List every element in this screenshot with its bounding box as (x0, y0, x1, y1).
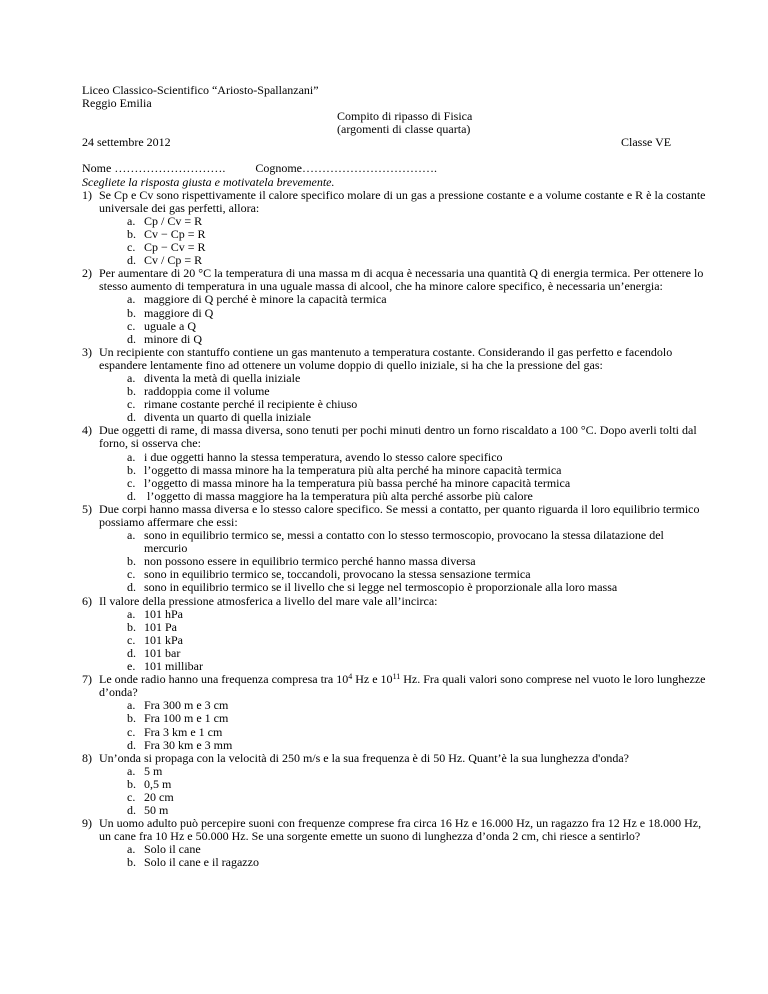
option (127, 305, 710, 320)
option-text: uguale a Q (144, 318, 196, 333)
option-text: Solo il cane e il ragazzo (144, 855, 259, 870)
option (127, 789, 710, 804)
option-text: raddoppia come il volume (144, 384, 270, 399)
question-number: 8) (82, 750, 92, 765)
option-text: Fra 300 m e 3 cm (144, 698, 229, 713)
option (127, 240, 710, 255)
option-letter: a. (127, 842, 136, 857)
option (127, 711, 710, 726)
option (127, 213, 710, 228)
option-list (82, 529, 682, 594)
option (127, 619, 710, 634)
date-text: 24 settembre 2012 (82, 135, 171, 150)
question-text-part: Hz. Fra quali valori sono comprese nel vuoto le loro lunghezze d’onda? (99, 672, 706, 700)
option-letter: b. (127, 619, 136, 634)
option (127, 698, 710, 713)
question-number: 3) (82, 344, 92, 359)
school-name: Liceo Classico-Scientifico “Ariosto-Spallanzani” (82, 83, 319, 97)
question-8 (82, 752, 682, 817)
option-letter: b. (127, 462, 136, 477)
date-class-row (82, 136, 682, 149)
question-text: Per aumentare di 20 °C la temperatura di una massa m di acqua è necessaria una quantità Q di energia termica. Per ottenere lo stesso aumento di temperatura in una uguale massa di alcool, che ha minore calore specifico, è necessaria un’energia: (99, 266, 704, 294)
exponent: 11 (392, 672, 401, 682)
question-text: Se Cp e Cv sono rispettivamente il calore specifico molare di un gas a pressione costante e a volume costante e R è la costante universale dei gas perfetti, allora: (99, 187, 706, 215)
question-text: Il valore della pressione atmosferica a livello del mare vale all’incirca: (99, 593, 438, 608)
option-letter: b. (127, 305, 136, 320)
option-text: i due oggetti hanno la stessa temperatura, avendo lo stesso calore specifico (144, 449, 503, 464)
option-letter: e. (127, 659, 136, 674)
question-number: 1) (82, 187, 92, 202)
option-list (82, 699, 682, 751)
option-letter: c. (127, 567, 136, 582)
option-text: Fra 100 m e 1 cm (144, 711, 229, 726)
question-number: 4) (82, 423, 92, 438)
option-letter: a. (127, 449, 136, 464)
question-text: Un uomo adulto può percepire suoni con frequenze comprese fra circa 16 Hz e 16.000 Hz, un ragazzo fra 12 Hz e 18.000 Hz, un cane fra 10 Hz e 50.000 Hz. Se una sorgente emette un suono di lunghezza d’onda 2 cm, chi riesce a sentirlo? (99, 816, 702, 844)
option-letter: b. (127, 554, 136, 569)
option (127, 488, 710, 503)
option-letter: b. (127, 384, 136, 399)
option-text: sono in equilibrio termico se, messi a contatto con lo stesso termoscopio, provocano la stessa dilatazione del mercurio (144, 528, 664, 556)
option-list (82, 451, 682, 503)
option-list (82, 765, 682, 817)
document-page (82, 83, 706, 870)
option (127, 645, 710, 660)
option-letter: b. (127, 226, 136, 241)
option-text: 50 m (144, 803, 169, 818)
option (127, 737, 710, 752)
student-name-field: Nome ………………………. Cognome……………………………. (82, 161, 437, 176)
option-text: 5 m (144, 763, 163, 778)
option-letter: c. (127, 724, 136, 739)
option-letter: c. (127, 632, 136, 647)
option-text: diventa la metà di quella iniziale (144, 370, 301, 385)
option (127, 528, 710, 556)
option-letter: b. (127, 776, 136, 791)
option-text: Fra 30 km e 3 mm (144, 737, 233, 752)
option-letter: d. (127, 803, 136, 818)
option (127, 226, 710, 241)
question-5 (82, 501, 700, 595)
question-number: 7) (82, 672, 92, 687)
option-text: 0,5 m (144, 776, 172, 791)
option (127, 580, 710, 595)
option-text: Cv / Cp = R (144, 253, 203, 268)
exponent: 4 (348, 672, 353, 682)
question-number: 6) (82, 593, 92, 608)
option-text: Solo il cane (144, 842, 201, 857)
option-letter: c. (127, 240, 136, 255)
option-letter: a. (127, 606, 136, 621)
option-text: Cp / Cv = R (144, 213, 203, 228)
option-text: maggiore di Q (144, 305, 214, 320)
option-letter: a. (127, 763, 136, 778)
option-text: l’oggetto di massa minore ha la temperatura più bassa perché ha minore capacità termica (144, 475, 571, 490)
option-text: 101 bar (144, 645, 181, 660)
question-text-part: Hz e 10 (352, 672, 393, 687)
question-text: Un recipiente con stantuffo contiene un gas mantenuto a temperatura costante. Considerando il gas perfetto e facendolo espandere lentamente fino ad ottenere un volume doppio di quello iniziale, si ha che la pressione del gas: (99, 344, 673, 372)
school-city: Reggio Emilia (82, 96, 152, 111)
question-number: 2) (82, 266, 92, 281)
option-letter: d. (127, 253, 136, 268)
option (127, 776, 710, 791)
option-letter: d. (127, 488, 136, 503)
class-label: Classe VE (621, 135, 672, 150)
question-number: 5) (82, 501, 92, 516)
option (127, 855, 710, 870)
option (127, 292, 710, 307)
option-letter: b. (127, 855, 136, 870)
document-subtitle: (argomenti di classe quarta) (337, 122, 471, 137)
option-text: l’oggetto di massa maggiore ha la temperatura più alta perché assorbe più calore (144, 488, 533, 503)
question-text-part: Le onde radio hanno una frequenza compresa tra 10 (99, 672, 349, 687)
question-9 (82, 816, 702, 870)
question-text: Un’onda si propaga con la velocità di 250 m/s e la sua frequenza è di 50 Hz. Quant’è la sua lunghezza d'onda? (99, 750, 629, 765)
question-1 (82, 187, 706, 268)
option-letter: a. (127, 698, 136, 713)
question-2 (82, 266, 704, 346)
option-text: rimane costante perché il recipiente è chiuso (144, 397, 358, 412)
option-letter: b. (127, 711, 136, 726)
student-name-fields (82, 162, 682, 175)
question-text (99, 673, 710, 699)
option-text: 101 hPa (144, 606, 183, 621)
option-text: minore di Q (144, 331, 202, 346)
option-text: 20 cm (144, 789, 174, 804)
option-text: 101 millibar (144, 659, 203, 674)
question-6 (82, 595, 682, 674)
option-text: maggiore di Q perché è minore la capacità termica (144, 292, 387, 307)
option-list (82, 215, 682, 267)
option-letter: a. (127, 370, 136, 385)
option-list (82, 608, 682, 673)
option-letter: a. (127, 213, 136, 228)
option-text: diventa un quarto di quella iniziale (144, 410, 311, 425)
question-text: Due oggetti di rame, di massa diversa, sono tenuti per pochi minuti dentro un forno riscaldato a 100 °C. Dopo averli tolti dal forno, si osserva che: (99, 423, 697, 451)
option-list (82, 293, 682, 345)
option-text: sono in equilibrio termico se il livello che si legge nel termoscopio è proporzionale alla loro massa (144, 580, 618, 595)
option-text: 101 kPa (144, 632, 183, 647)
option-text: 101 Pa (144, 619, 177, 634)
option-text: Fra 3 km e 1 cm (144, 724, 223, 739)
document-title: Compito di ripasso di Fisica (337, 109, 473, 124)
question-number: 9) (82, 816, 92, 831)
option (127, 331, 710, 346)
question-list (82, 187, 706, 870)
option (127, 763, 710, 778)
option-text: l’oggetto di massa minore ha la temperatura più alta perché ha minore capacità termica (144, 462, 562, 477)
option-letter: d. (127, 580, 136, 595)
option-letter: a. (127, 528, 136, 543)
option (127, 606, 710, 621)
instructions: Scegliete la risposta giusta e motivatela brevemente. (82, 174, 335, 189)
option-letter: c. (127, 789, 136, 804)
question-4 (82, 423, 697, 503)
option (127, 318, 710, 333)
option-text: non possono essere in equilibrio termico perché hanno massa diversa (144, 554, 476, 569)
option-letter: c. (127, 475, 136, 490)
question-text: Due corpi hanno massa diversa e lo stesso calore specifico. Se messi a contatto, per quanto riguarda il loro equilibrio termico possiamo affermare che essi: (99, 501, 700, 529)
option-text: Cv − Cp = R (144, 226, 206, 241)
option-letter: d. (127, 737, 136, 752)
option-letter: d. (127, 331, 136, 346)
option-text: Cp − Cv = R (144, 240, 206, 255)
question-3 (82, 346, 682, 425)
option-text: sono in equilibrio termico se, toccandoli, provocano la stessa sensazione termica (144, 567, 531, 582)
option-list (82, 843, 682, 869)
option-letter: a. (127, 292, 136, 307)
option-list (82, 372, 682, 424)
option-letter: c. (127, 318, 136, 333)
option (127, 632, 710, 647)
question-7 (82, 672, 706, 752)
option-letter: c. (127, 397, 136, 412)
option-letter: d. (127, 645, 136, 660)
option-letter: d. (127, 410, 136, 425)
